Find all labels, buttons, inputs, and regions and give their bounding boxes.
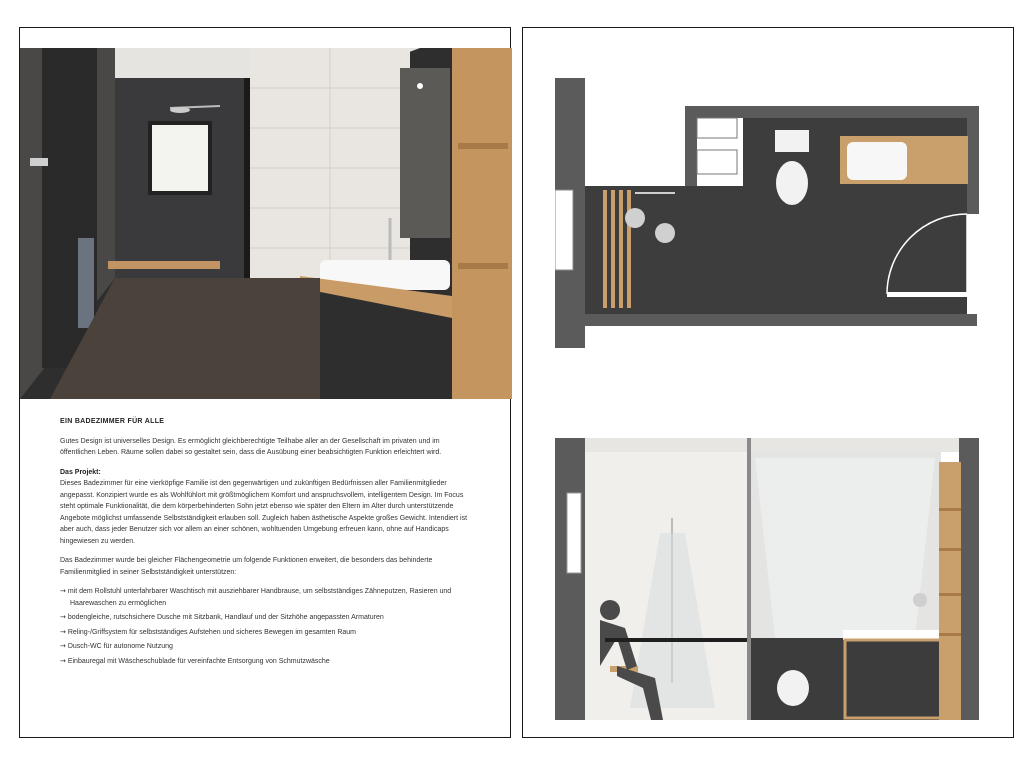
- project-heading: Das Projekt:: [60, 468, 101, 476]
- elevation-drawing: [555, 438, 979, 720]
- arrow-icon: →: [60, 627, 66, 636]
- arrow-icon: →: [60, 587, 66, 595]
- right-page: [522, 27, 1014, 738]
- extension-paragraph: Das Badezimmer wurde bei gleicher Flächengeometrie um folgende Funktionen erweitert, die besonders das behinderte Familienmitglied in seiner Selbstständigkeit unterstützen:: [60, 557, 433, 576]
- article-heading: EIN BADEZIMMER FÜR ALLE: [60, 418, 165, 425]
- feature-item: → Einbauregal mit Wäscheschublade für vereinfachte Entsorgung von Schmutzwäsche: [60, 656, 330, 665]
- left-page: [19, 27, 511, 738]
- feature-item: → Dusch-WC für autonome Nutzung: [60, 642, 173, 650]
- arrow-icon: →: [60, 613, 66, 621]
- arrow-icon: →: [60, 656, 66, 665]
- floor-plan-drawing: [555, 78, 979, 353]
- article-text: [60, 416, 472, 670]
- feature-list: [60, 586, 472, 667]
- project-paragraph: Dieses Badezimmer für eine vierköpfige Familie ist den gegenwärtigen und zukünftigen Bedürfnissen aller Familienmitglieder angepasst. Konzipiert wurde es als Wohlfühlort mit größtmöglichem Komfort und anspruchsvollem, intelligentem Design. Im Focus steht optimale Funktionalität, die dem körperbehinderten Sohn jetzt ebenso wie später den Eltern im Alter durch unterstützende Angebote möglichst umfassende Selbstständigkeit erlauben soll. Zugleich haben ästhetische Aspekte großes Gewicht. Intendiert ist aber auch, dass jeder Benutzer sich vor allem an einer schönen, wohltuenden Umgebung erfreuen kann, ohne auf Handicaps hingewiesen zu werden.: [60, 480, 468, 545]
- intro-paragraph: Gutes Design ist universelles Design. Es ermöglicht gleichberechtigte Teilhabe aller an der Gesellschaft im privaten und im öffentlichen Leben. Räume sollen dabei so gestaltet sein, dass die Ausübung einer beabsichtigten Funktion erleichtert wird.: [60, 437, 442, 456]
- bathroom-photo: [20, 48, 512, 399]
- feature-item: → Reling-/Griffsystem für selbstständiges Aufstehen und sicheres Bewegen im gesamten Raum: [60, 627, 357, 636]
- feature-item: → bodengleiche, rutschsichere Dusche mit Sitzbank, Handlauf und der Sitzhöhe angepassten Armaturen: [60, 613, 384, 621]
- feature-item: → mit dem Rollstuhl unterfahrbarer Waschtisch mit ausziehbarer Handbrause, um selbstständiges Zähneputzen, Rasieren und Haarewaschen zu ermöglichen: [60, 587, 452, 607]
- arrow-icon: →: [60, 642, 66, 650]
